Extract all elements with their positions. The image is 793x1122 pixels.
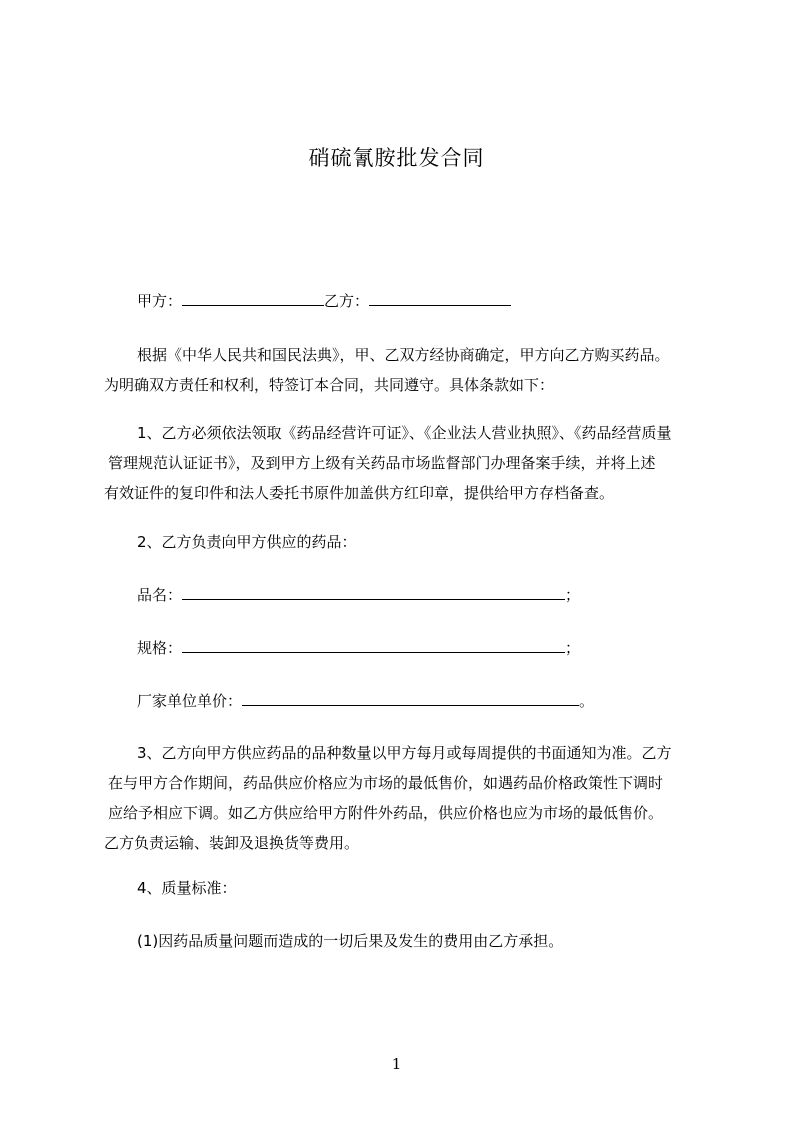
unit-price-label: 厂家单位单价： [137, 692, 243, 710]
preamble-line: 根据《中华人民共和国民法典》，甲、乙双方经协商确定，甲方向乙方购买药品。 [137, 346, 670, 364]
clause-3-line: 应给予相应下调。如乙方供应给甲方附件外药品，供应价格也应为市场的最低售价。 [108, 804, 664, 822]
clause-1-line: 管理规范认证证书》，及到甲方上级有关药品市场监督部门办理备案手续，并将上述 [108, 454, 656, 472]
clause-4-item-1: (1)因药品质量问题而造成的一切后果及发生的费用由乙方承担。 [137, 932, 564, 950]
preamble-paragraph [104, 340, 718, 400]
clause-1-paragraph [104, 418, 718, 508]
product-name-blank [182, 584, 565, 600]
product-name-label: 品名： [137, 586, 183, 604]
document-title: 硝硫氰胺批发合同 [308, 146, 485, 170]
unit-price-blank [242, 690, 579, 706]
unit-price-period: 。 [579, 692, 595, 710]
party-a-label: 甲方： [137, 292, 183, 310]
clause-2-heading: 2、乙方负责向甲方供应的药品： [137, 533, 357, 551]
page-number: 1 [391, 1055, 402, 1073]
spec-line [137, 637, 580, 658]
spec-blank [182, 637, 565, 653]
unit-price-line [137, 690, 594, 711]
clause-1-line: 有效证件的复印件和法人委托书原件加盖供方红印章，提供给甲方存档备查。 [104, 484, 615, 502]
party-b-label: 乙方： [324, 292, 370, 310]
party-a-blank [182, 290, 324, 306]
clause-3-line: 乙方负责运输、装卸及退换货等费用。 [104, 834, 360, 852]
clause-3-paragraph [104, 738, 718, 858]
clause-4-heading: 4、质量标准： [137, 879, 237, 897]
product-name-line [137, 584, 580, 605]
preamble-line: 为明确双方责任和权利，特签订本合同，共同遵守。具体条款如下： [104, 376, 555, 394]
clause-3-line: 在与甲方合作期间，药品供应价格应为市场的最低售价，如遇药品价格政策性下调时 [108, 774, 664, 792]
spec-semicolon: ； [565, 639, 581, 657]
product-name-semicolon: ； [565, 586, 581, 604]
clause-1-line: 1、乙方必须依法领取《药品经营许可证》、《企业法人营业执照》、《药品经营质量 [137, 424, 672, 442]
parties-line [137, 290, 511, 311]
party-b-blank [369, 290, 511, 306]
clause-3-line: 3、乙方向甲方供应药品的品种数量以甲方每月或每周提供的书面通知为准。乙方 [137, 744, 672, 762]
spec-label: 规格： [137, 639, 183, 657]
